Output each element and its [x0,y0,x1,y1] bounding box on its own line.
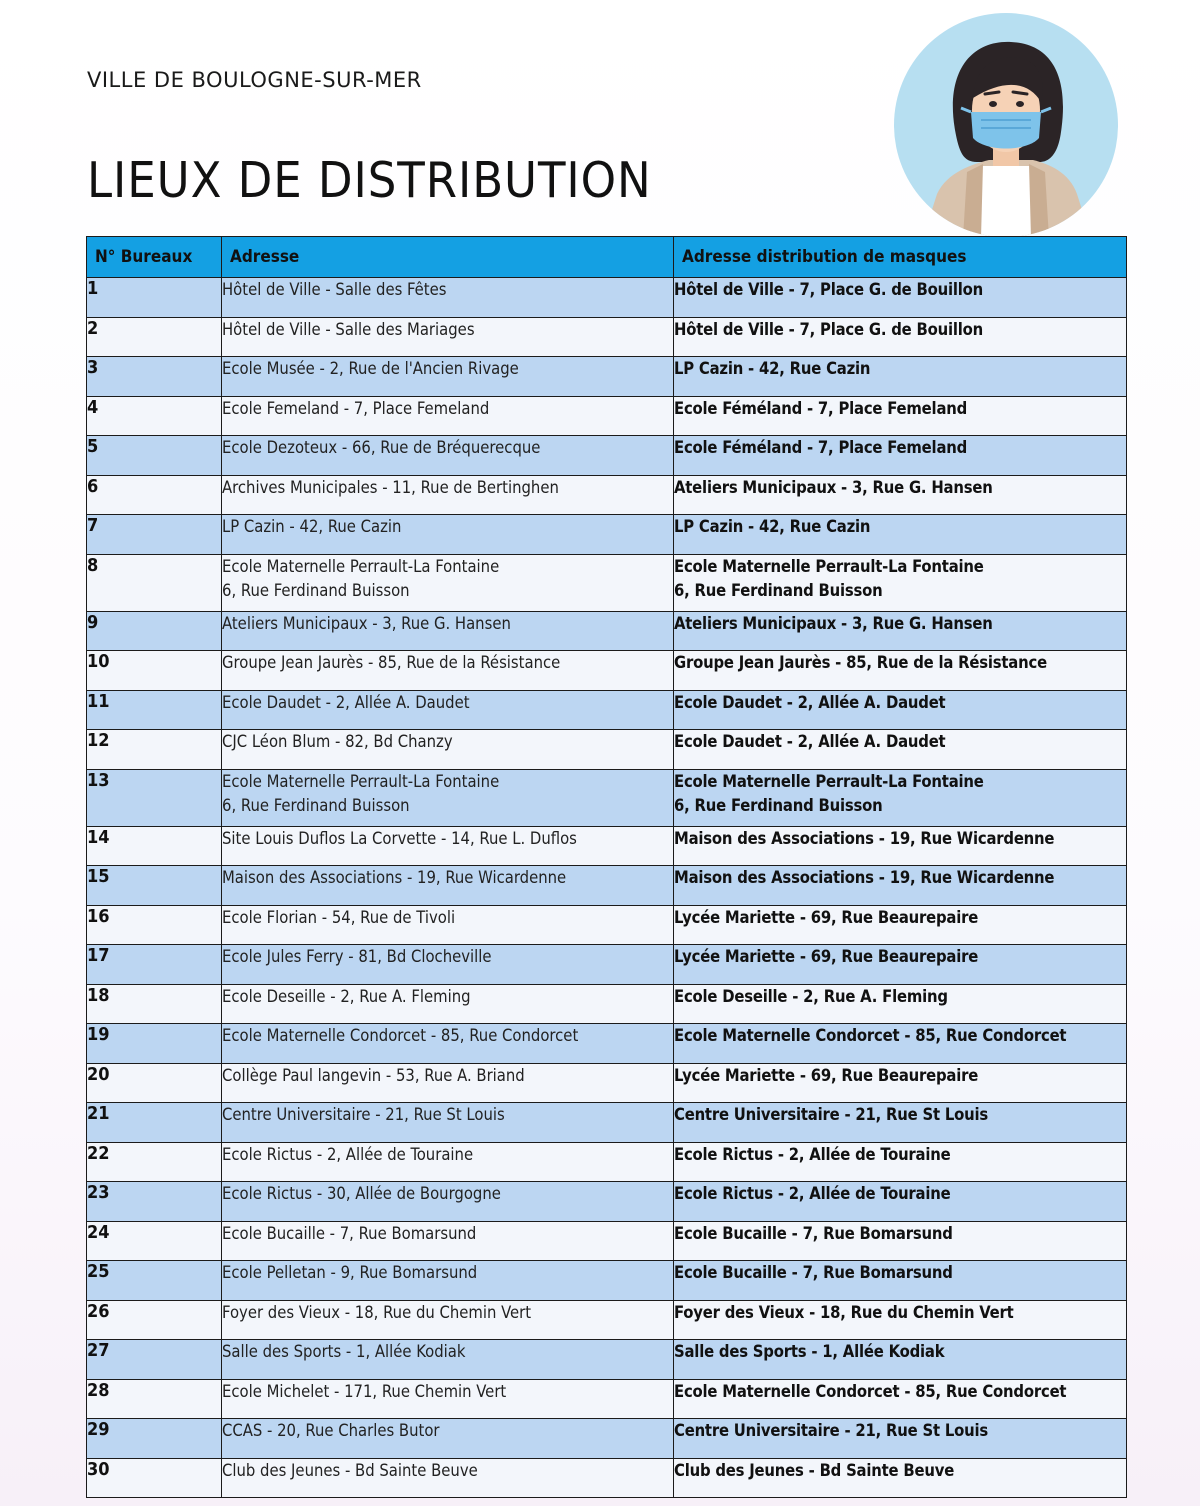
address-cell: Salle des Sports - 1, Allée Kodiak [222,1340,674,1380]
distribution-address-cell: Ecole Bucaille - 7, Rue Bomarsund [674,1261,1127,1301]
distribution-address-cell: Ecole Deseille - 2, Rue A. Fleming [674,984,1127,1024]
address-cell: Maison des Associations - 19, Rue Wicardenne [222,866,674,906]
distribution-address-cell: Ecole Maternelle Condorcet - 85, Rue Condorcet [674,1024,1127,1064]
bureau-number-cell: 20 [87,1063,222,1103]
address-cell: Ecole Dezoteux - 66, Rue de Bréquerecque [222,436,674,476]
address-cell: Ecole Daudet - 2, Allée A. Daudet [222,690,674,730]
distribution-address-cell: Ecole Féméland - 7, Place Femeland [674,396,1127,436]
bureau-number-cell: 8 [87,554,222,611]
column-header-mask-distribution-address: Adresse distribution de masques [674,237,1127,278]
distribution-address-cell: Ecole Bucaille - 7, Rue Bomarsund [674,1221,1127,1261]
distribution-address-cell: Hôtel de Ville - 7, Place G. de Bouillon [674,317,1127,357]
table-row [87,866,1127,906]
address-cell: Ecole Jules Ferry - 81, Bd Clocheville [222,945,674,985]
table-row [87,317,1127,357]
distribution-address-cell: Club des Jeunes - Bd Sainte Beuve [674,1458,1127,1498]
table-row [87,1142,1127,1182]
address-cell: Ecole Musée - 2, Rue de l'Ancien Rivage [222,357,674,397]
table-row [87,357,1127,397]
table-row [87,1182,1127,1222]
bureau-number-cell: 1 [87,278,222,318]
table-row [87,1300,1127,1340]
address-cell: Ecole Florian - 54, Rue de Tivoli [222,905,674,945]
address-cell: Ecole Maternelle Perrault-La Fontaine 6, Rue Ferdinand Buisson [222,554,674,611]
table-row [87,1419,1127,1459]
bureau-number-cell: 15 [87,866,222,906]
bureau-number-cell: 11 [87,690,222,730]
column-header-bureau-number: N° Bureaux [87,237,222,278]
page-title: LIEUX DE DISTRIBUTION [87,152,652,209]
distribution-address-cell: Lycée Mariette - 69, Rue Beaurepaire [674,945,1127,985]
bureau-number-cell: 5 [87,436,222,476]
address-cell: Archives Municipales - 11, Rue de Bertinghen [222,475,674,515]
table-row [87,1261,1127,1301]
bureau-number-cell: 29 [87,1419,222,1459]
distribution-address-cell: Hôtel de Ville - 7, Place G. de Bouillon [674,278,1127,318]
address-cell: Groupe Jean Jaurès - 85, Rue de la Résistance [222,651,674,691]
table-row [87,945,1127,985]
bureau-number-cell: 14 [87,826,222,866]
address-cell: Ecole Maternelle Perrault-La Fontaine 6, Rue Ferdinand Buisson [222,769,674,826]
distribution-address-cell: Lycée Mariette - 69, Rue Beaurepaire [674,905,1127,945]
bureau-number-cell: 27 [87,1340,222,1380]
address-cell: Ecole Femeland - 7, Place Femeland [222,396,674,436]
bureau-number-cell: 21 [87,1103,222,1143]
address-cell: Site Louis Duflos La Corvette - 14, Rue L. Duflos [222,826,674,866]
table-row [87,1103,1127,1143]
table-row [87,826,1127,866]
table-row [87,905,1127,945]
bureau-number-cell: 16 [87,905,222,945]
address-cell: Ecole Rictus - 2, Allée de Touraine [222,1142,674,1182]
distribution-address-cell: Salle des Sports - 1, Allée Kodiak [674,1340,1127,1380]
masked-person-illustration [893,12,1119,238]
bureau-number-cell: 6 [87,475,222,515]
distribution-address-cell: Ecole Rictus - 2, Allée de Touraine [674,1182,1127,1222]
distribution-address-cell: LP Cazin - 42, Rue Cazin [674,357,1127,397]
table-row [87,1024,1127,1064]
table-row [87,1340,1127,1380]
distribution-address-cell: Centre Universitaire - 21, Rue St Louis [674,1419,1127,1459]
bureau-number-cell: 4 [87,396,222,436]
table-header-row [87,237,1127,278]
address-cell: Ecole Bucaille - 7, Rue Bomarsund [222,1221,674,1261]
bureau-number-cell: 7 [87,515,222,555]
distribution-address-cell: Ateliers Municipaux - 3, Rue G. Hansen [674,611,1127,651]
bureau-number-cell: 25 [87,1261,222,1301]
address-cell: Hôtel de Ville - Salle des Mariages [222,317,674,357]
distribution-address-cell: LP Cazin - 42, Rue Cazin [674,515,1127,555]
address-cell: Centre Universitaire - 21, Rue St Louis [222,1103,674,1143]
table-row [87,554,1127,611]
table-row [87,475,1127,515]
table-row [87,984,1127,1024]
table-row [87,396,1127,436]
table-row [87,1379,1127,1419]
bureau-number-cell: 12 [87,730,222,770]
table-row [87,611,1127,651]
bureau-number-cell: 3 [87,357,222,397]
table-row [87,515,1127,555]
bureau-number-cell: 22 [87,1142,222,1182]
table-row [87,1221,1127,1261]
bureau-number-cell: 10 [87,651,222,691]
address-cell: Hôtel de Ville - Salle des Fêtes [222,278,674,318]
address-cell: Ecole Pelletan - 9, Rue Bomarsund [222,1261,674,1301]
address-cell: CCAS - 20, Rue Charles Butor [222,1419,674,1459]
distribution-address-cell: Groupe Jean Jaurès - 85, Rue de la Résistance [674,651,1127,691]
table-row [87,436,1127,476]
address-cell: Ecole Deseille - 2, Rue A. Fleming [222,984,674,1024]
distribution-address-cell: Ecole Rictus - 2, Allée de Touraine [674,1142,1127,1182]
bureau-number-cell: 24 [87,1221,222,1261]
city-name: VILLE DE BOULOGNE-SUR-MER [87,68,422,92]
distribution-address-cell: Ecole Maternelle Condorcet - 85, Rue Condorcet [674,1379,1127,1419]
distribution-address-cell: Ecole Daudet - 2, Allée A. Daudet [674,690,1127,730]
address-cell: Ecole Michelet - 171, Rue Chemin Vert [222,1379,674,1419]
distribution-address-cell: Ateliers Municipaux - 3, Rue G. Hansen [674,475,1127,515]
bureau-number-cell: 18 [87,984,222,1024]
bureau-number-cell: 2 [87,317,222,357]
table-row [87,1063,1127,1103]
bureau-number-cell: 28 [87,1379,222,1419]
address-cell: Club des Jeunes - Bd Sainte Beuve [222,1458,674,1498]
bureau-number-cell: 9 [87,611,222,651]
bureau-number-cell: 13 [87,769,222,826]
bureau-number-cell: 19 [87,1024,222,1064]
address-cell: Ecole Rictus - 30, Allée de Bourgogne [222,1182,674,1222]
distribution-address-cell: Ecole Maternelle Perrault-La Fontaine 6, Rue Ferdinand Buisson [674,769,1127,826]
distribution-address-cell: Maison des Associations - 19, Rue Wicardenne [674,826,1127,866]
distribution-address-cell: Ecole Féméland - 7, Place Femeland [674,436,1127,476]
address-cell: Ecole Maternelle Condorcet - 85, Rue Condorcet [222,1024,674,1064]
table-row [87,690,1127,730]
table-row [87,651,1127,691]
bureau-number-cell: 30 [87,1458,222,1498]
table-row [87,278,1127,318]
bureau-number-cell: 26 [87,1300,222,1340]
address-cell: Collège Paul langevin - 53, Rue A. Briand [222,1063,674,1103]
table-row [87,730,1127,770]
bureau-number-cell: 23 [87,1182,222,1222]
distribution-address-cell: Foyer des Vieux - 18, Rue du Chemin Vert [674,1300,1127,1340]
distribution-table [86,236,1127,1498]
bureau-number-cell: 17 [87,945,222,985]
table-row [87,769,1127,826]
column-header-address: Adresse [222,237,674,278]
address-cell: Ateliers Municipaux - 3, Rue G. Hansen [222,611,674,651]
address-cell: LP Cazin - 42, Rue Cazin [222,515,674,555]
address-cell: Foyer des Vieux - 18, Rue du Chemin Vert [222,1300,674,1340]
distribution-address-cell: Maison des Associations - 19, Rue Wicardenne [674,866,1127,906]
distribution-address-cell: Centre Universitaire - 21, Rue St Louis [674,1103,1127,1143]
table-row [87,1458,1127,1498]
distribution-address-cell: Lycée Mariette - 69, Rue Beaurepaire [674,1063,1127,1103]
address-cell: CJC Léon Blum - 82, Bd Chanzy [222,730,674,770]
distribution-address-cell: Ecole Maternelle Perrault-La Fontaine 6, Rue Ferdinand Buisson [674,554,1127,611]
distribution-address-cell: Ecole Daudet - 2, Allée A. Daudet [674,730,1127,770]
